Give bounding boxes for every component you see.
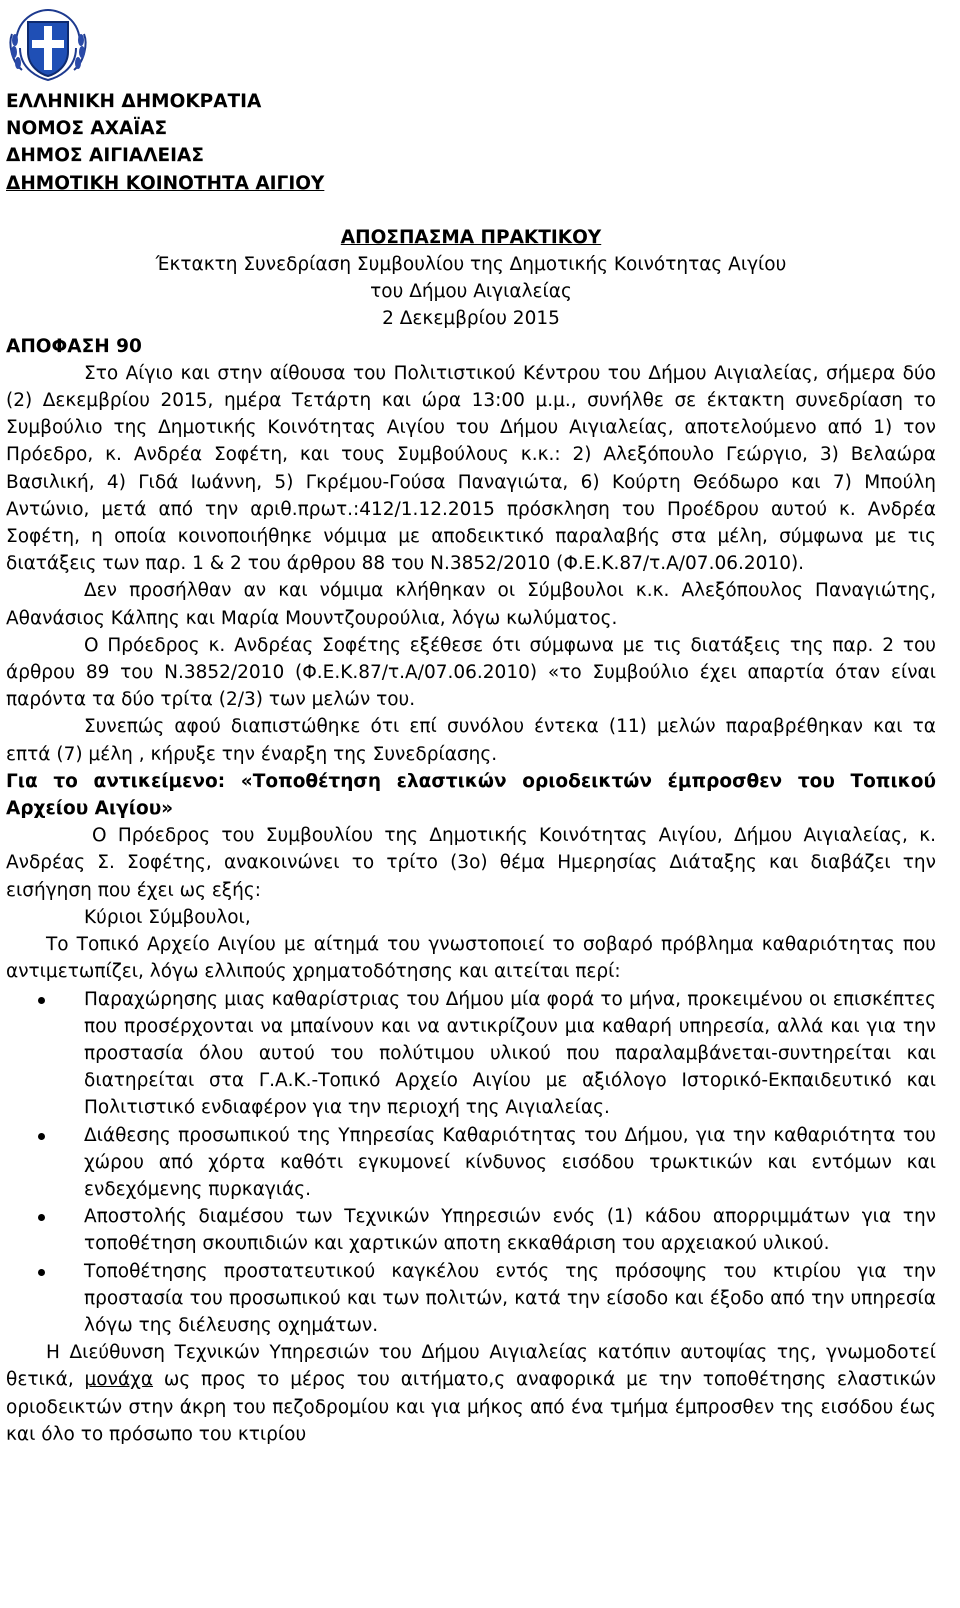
greek-coat-of-arms-emblem xyxy=(6,4,90,84)
subject-heading: Για το αντικείμενο: «Τοποθέτηση ελαστικών οριοδεικτών έμπροσθεν του Τοπικού Αρχείου Αιγίου» xyxy=(6,770,936,820)
bullet-icon xyxy=(38,1133,45,1140)
header-community: ΔΗΜΟΤΙΚΗ ΚΟΙΝΟΤΗΤΑ ΑΙΓΙΟΥ xyxy=(6,172,325,194)
list-item-text: Διάθεσης προσωπικού της Υπηρεσίας Καθαριότητας του Δήμου, για την καθαριότητα του χώρου από χόρτα καθότι εγκυμονεί κίνδυνος εισόδου τρωκτικών και εντόμων και ενδεχόμενης πυρκαγιάς. xyxy=(84,1124,936,1200)
paragraph-absent: Δεν προσήλθαν αν και νόμιμα κλήθηκαν οι Σύμβουλοι κ.κ. Αλεξόπουλος Παναγιώτης, Αθανάσιος Κάλπης και Μαρία Μουντζουρούλια, λόγω κωλύματος. xyxy=(6,580,936,629)
opinion-text-underlined: μονάχα xyxy=(84,1369,154,1391)
header-prefecture: ΝΟΜΟΣ ΑΧΑΪΑΣ xyxy=(6,118,168,140)
list-item xyxy=(6,1122,936,1204)
list-item xyxy=(6,1258,936,1340)
list-item xyxy=(6,1203,936,1257)
bullet-icon xyxy=(38,997,45,1004)
request-list xyxy=(6,986,936,1340)
paragraph-opening: Συνεπώς αφού διαπιστώθηκε ότι επί συνόλου έντεκα (11) μελών παραβρέθηκαν και τα επτά (7) μέλη , κήρυξε την έναρξη της Συνεδρίασης. xyxy=(6,716,936,765)
paragraph-meeting: Στο Αίγιο και στην αίθουσα του Πολιτιστικού Κέντρου του Δήμου Αιγιαλείας, σήμερα δύο (2) Δεκεμβρίου 2015, ημέρα Τετάρτη και ώρα 13:00 μ.μ., συνήλθε σε έκτακτη συνεδρίαση το Συμβούλιο της Δημοτικής Κοινότητας Αιγίου του Δήμου Αιγιαλείας, αποτελούμενο από 1) τον Πρόεδρο, κ. Ανδρέα Σοφέτη, και τους Συμβούλους κ.κ.: 2) Αλεξόπουλο Γεώργιο, 3) Βελαώρα Βασιλική, 4) Γιδά Ιωάννη, 5) Γκρέμου-Γούσα Παναγιώτα, 6) Κούρτη Θεόδωρο και 7) Μπούλη Αντώνιο, μετά από την αριθ.πρωτ.:412/1.12.2015 πρόσκληση του Προέδρου αυτού κ. Ανδρέα Σοφέτη, η οποία κοινοποιήθηκε νόμιμα με αποδεικτικό παραλαβής στα μέλη, σύμφωνα με τις διατάξεις των παρ. 1 & 2 του άρθρου 88 του Ν.3852/2010 (Φ.Ε.Κ.87/τ.Α/07.06.2010). xyxy=(6,362,936,575)
paragraph-quorum: Ο Πρόεδρος κ. Ανδρέας Σοφέτης εξέθεσε ότι σύμφωνα με τις διατάξεις της παρ. 2 του άρθρου 89 του Ν.3852/2010 (Φ.Ε.Κ.87/τ.Α/07.06.2010) «το Συμβούλιο έχει απαρτία όταν είναι παρόντα τα δύο τρίτα (2/3) των μελών του. xyxy=(6,634,936,711)
decision-number: ΑΠΟΦΑΣΗ 90 xyxy=(6,335,142,357)
opinion-text-b: ως προς το μέρος του αιτήματο,ς αναφορικά με την τοποθέτησης ελαστικών οριοδεικτών στην άκρη του πεζοδρομίου και για μήκος από ένα τμήμα έμπροσθεν της εισόδου έως και όλο το πρόσωπο του κτιρίου xyxy=(6,1369,937,1445)
list-item-text: Παραχώρησης μιας καθαρίστριας του Δήμου μία φορά το μήνα, προκειμένου οι επισκέπτες που προσέρχονται να μπαίνουν και να αντικρίζουν μια καθαρή υπηρεσία, αλλά και για την προστασία όλου αυτού του πολύτιμου υλικού που παραλαμβάνεται-συντηρείται και διατηρείται στα Γ.Α.Κ.-Τοπικό Αρχείο Αιγίου με αξιόλογο Ιστορικό-Εκπαιδευτικό και Πολιτιστικό ενδιαφέρον για την περιοχή της Αιγιαλείας. xyxy=(84,988,936,1119)
list-item-text: Τοποθέτησης προστατευτικού καγκέλου εντός της πρόσοψης του κτιρίου για την προστασία του προσωπικού και των πολιτών, κατά την είσοδο και έξοδο από την υπηρεσία λόγω της διέλευσης οχημάτων. xyxy=(84,1260,936,1336)
document-title: ΑΠΟΣΠΑΣΜΑ ΠΡΑΚΤΙΚΟΥ xyxy=(340,226,602,248)
session-date: 2 Δεκεμβρίου 2015 xyxy=(382,308,560,330)
session-line-1: Έκτακτη Συνεδρίαση Συμβουλίου της Δημοτικής Κοινότητας Αιγίου xyxy=(155,254,787,276)
header-municipality: ΔΗΜΟΣ ΑΙΓΙΑΛΕΙΑΣ xyxy=(6,145,204,167)
bullet-icon xyxy=(38,1269,45,1276)
list-item xyxy=(6,986,936,1122)
opinion-text-a: Η Διεύθυνση Τεχνικών Υπηρεσιών του Δήμου Αιγιαλείας κατόπιν αυτοψίας της, γνωμοδοτεί θετικά, xyxy=(6,1342,936,1391)
greeting: Κύριοι Σύμβουλοι, xyxy=(84,906,251,928)
paragraph-announcement: Ο Πρόεδρος του Συμβουλίου της Δημοτικής Κοινότητας Αιγίου, Δήμου Αιγιαλείας, κ. Ανδρέας Σ. Σοφέτης, ανακοινώνει το τρίτο (3ο) θέμα Ημερησίας Διάταξης και διαβάζει την εισήγηση που έχει ως εξής: xyxy=(6,825,936,901)
header-country: ΕΛΛΗΝΙΚΗ ΔΗΜΟΚΡΑΤΙΑ xyxy=(6,91,262,112)
session-line-2: του Δήμου Αιγιαλείας xyxy=(370,281,572,303)
paragraph-request: Το Τοπικό Αρχείο Αιγίου με αίτημά του γνωστοποιεί το σοβαρό πρόβλημα καθαριότητας που αντιμετωπίζει, λόγω ελλιπούς χρηματοδότησης και αιτείται περί: xyxy=(6,934,936,983)
paragraph-technical-opinion xyxy=(6,1339,936,1448)
list-item-text: Αποστολής διαμέσου των Τεχνικών Υπηρεσιών ενός (1) κάδου απορριμμάτων για την τοποθέτηση σκουπιδιών και χαρτικών αποτη εκκαθάριση του αρχειακού υλικού. xyxy=(84,1206,936,1255)
bullet-icon xyxy=(38,1214,45,1221)
document-page xyxy=(6,88,936,1448)
